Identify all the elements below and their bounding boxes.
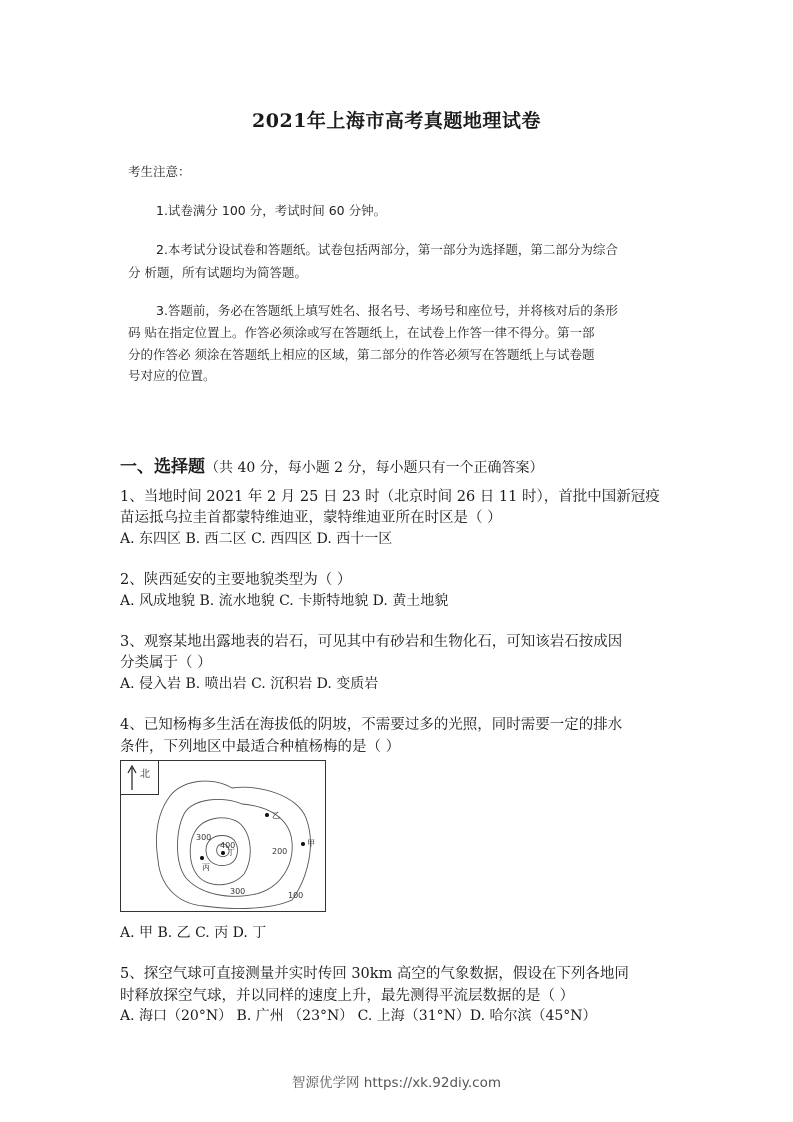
north-label: 北	[140, 769, 150, 780]
point-bing-label: 丙	[202, 863, 210, 872]
point-ding-marker	[221, 851, 225, 855]
page-title: 2021年上海市高考真题地理试卷	[252, 110, 541, 132]
notice-item-3-line-1: 3.答题前，务必在答题纸上填写姓名、报名号、考场号和座位号，并将核对后的条形	[156, 303, 618, 318]
section-heading	[120, 452, 544, 477]
notice-item-3-line-3: 分的作答必 须涂在答题纸上相应的区域，第二部分的作答必须写在答题纸上与试卷题	[128, 347, 595, 362]
question-5-line-2: 时释放探空气球，并以同样的速度上升，最先测得平流层数据的是（ ）	[120, 988, 575, 1004]
question-5-options: A. 海口（20°N） B. 广州 （23°N） C. 上海（31°N）D. 哈尔滨（45°N）	[120, 1008, 597, 1024]
point-jia-marker	[301, 842, 305, 846]
question-3-options: A. 侵入岩 B. 喷出岩 C. 沉积岩 D. 变质岩	[120, 676, 379, 692]
contour-label-300-lower: 300	[230, 887, 246, 896]
contour-label-400: 400	[220, 841, 236, 850]
question-3-line-1: 3、观察某地出露地表的岩石，可见其中有砂岩和生物化石，可知该岩石按成因	[120, 634, 623, 650]
notice-heading: 考生注意：	[128, 164, 191, 179]
contour-label-200: 200	[272, 847, 288, 856]
notice-item-1: 1.试卷满分 100 分，考试时间 60 分钟。	[156, 203, 387, 218]
point-yi-label: 乙	[272, 811, 280, 820]
notice-item-2-line-1: 2.本考试分设试卷和答题纸。试卷包括两部分，第一部分为选择题，第二部分为综合	[156, 242, 618, 257]
question-2-options: A. 风成地貌 B. 流水地貌 C. 卡斯特地貌 D. 黄土地貌	[120, 593, 449, 609]
contour-map	[120, 760, 326, 912]
point-ding-label: 丁	[227, 848, 235, 857]
question-4-line-1: 4、已知杨梅多生活在海拔低的阴坡，不需要过多的光照，同时需要一定的排水	[120, 717, 623, 733]
notice-item-2-line-2: 分 析题，所有试题均为简答题。	[128, 265, 307, 280]
section-subtitle: （共 40 分，每小题 2 分，每小题只有一个正确答案）	[205, 460, 544, 476]
point-yi-marker	[265, 813, 269, 817]
contour-label-300-upper: 300	[196, 833, 212, 842]
question-2-line-1: 2、陕西延安的主要地貌类型为（ ）	[120, 572, 352, 588]
footer-watermark: 智源优学网 https://xk.92diy.com	[292, 1075, 501, 1091]
notice-item-3-line-4: 号对应的位置。	[128, 368, 216, 383]
question-5-line-1: 5、探空气球可直接测量并实时传回 30km 高空的气象数据，假设在下列各地同	[120, 966, 629, 982]
north-arrow-box	[121, 761, 159, 795]
question-1-line-1: 1、当地时间 2021 年 2 月 25 日 23 时（北京时间 26 日 11 时），首批中国新冠疫	[120, 489, 660, 505]
question-4-options: A. 甲 B. 乙 C. 丙 D. 丁	[120, 925, 267, 941]
question-4-line-2: 条件，下列地区中最适合种植杨梅的是（ ）	[120, 739, 401, 755]
contour-label-100: 100	[288, 891, 304, 900]
point-bing-marker	[200, 856, 204, 860]
question-1-line-2: 苗运抵乌拉圭首都蒙特维迪亚，蒙特维迪亚所在时区是（ ）	[120, 510, 502, 526]
notice-item-3-line-2: 码 贴在指定位置上。作答必须涂或写在答题纸上，在试卷上作答一律不得分。第一部	[128, 325, 595, 340]
point-jia-label: 甲	[307, 839, 315, 848]
section-title: 一、选择题	[120, 457, 205, 477]
question-3-line-2: 分类属于（ ）	[120, 655, 212, 671]
question-1-options: A. 东四区 B. 西二区 C. 西四区 D. 西十一区	[120, 531, 393, 547]
